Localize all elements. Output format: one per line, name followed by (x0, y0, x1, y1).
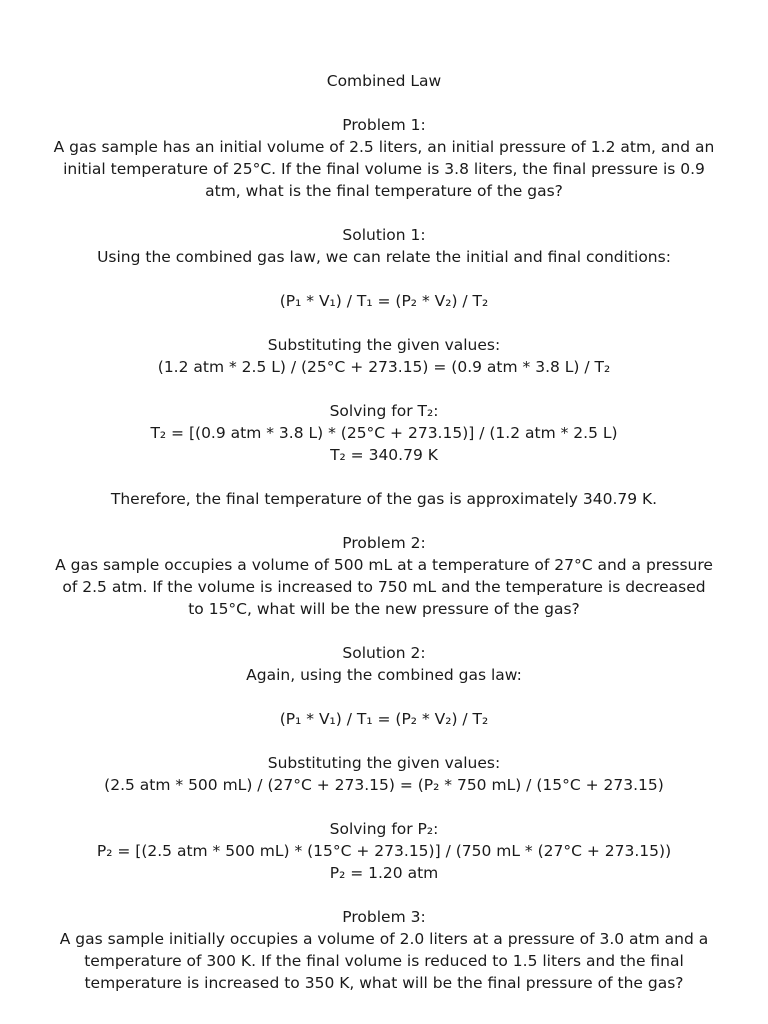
document-title: Combined Law (326, 72, 442, 90)
spacer (0, 312, 768, 334)
spacer (0, 92, 768, 114)
problem-2-text-line: of 2.5 atm. If the volume is increased to 750 mL and the temperature is decreased (62, 578, 706, 596)
problem-1-text-line: A gas sample has an initial volume of 2.5 liters, an initial pressure of 1.2 atm, and an (53, 138, 715, 156)
problem-3-text-line: temperature is increased to 350 K, what will be the final pressure of the gas? (84, 974, 684, 992)
solution-2-heading: Solution 2: (342, 644, 426, 662)
solution-1-result: T₂ = 340.79 K (330, 446, 438, 464)
problem-2-text-line: to 15°C, what will be the new pressure of the gas? (188, 600, 580, 618)
solution-1-intro: Using the combined gas law, we can relate the initial and final conditions: (97, 248, 671, 266)
solution-2-substitution: (2.5 atm * 500 mL) / (27°C + 273.15) = (P₂ * 750 mL) / (15°C + 273.15) (104, 776, 664, 794)
problem-3-text-line: temperature of 300 K. If the final volume is reduced to 1.5 liters and the final (84, 952, 684, 970)
spacer (0, 730, 768, 752)
solution-2-formula: (P₁ * V₁) / T₁ = (P₂ * V₂) / T₂ (279, 710, 489, 728)
solution-1-formula: (P₁ * V₁) / T₁ = (P₂ * V₂) / T₂ (279, 292, 489, 310)
solution-2-substituting-heading: Substituting the given values: (267, 754, 501, 772)
solution-1-heading: Solution 1: (342, 226, 426, 244)
solution-2-solving-heading: Solving for P₂: (329, 820, 439, 838)
problem-1-heading: Problem 1: (342, 116, 426, 134)
spacer (0, 884, 768, 906)
solution-2-result: P₂ = 1.20 atm (329, 864, 439, 882)
solution-2-intro: Again, using the combined gas law: (246, 666, 522, 684)
spacer (0, 466, 768, 488)
problem-2-text-line: A gas sample occupies a volume of 500 mL at a temperature of 27°C and a pressure (55, 556, 713, 574)
spacer (0, 620, 768, 642)
spacer (0, 202, 768, 224)
problem-1-text-line: atm, what is the final temperature of the gas? (205, 182, 563, 200)
problem-1-text-line: initial temperature of 25°C. If the final volume is 3.8 liters, the final pressure is 0.9 (63, 160, 705, 178)
solution-1-substitution: (1.2 atm * 2.5 L) / (25°C + 273.15) = (0.9 atm * 3.8 L) / T₂ (157, 358, 611, 376)
spacer (0, 686, 768, 708)
spacer (0, 510, 768, 532)
spacer (0, 378, 768, 400)
solution-1-conclusion: Therefore, the final temperature of the gas is approximately 340.79 K. (110, 490, 658, 508)
spacer (0, 796, 768, 818)
spacer (0, 268, 768, 290)
solution-2-solving-step: P₂ = [(2.5 atm * 500 mL) * (15°C + 273.15)] / (750 mL * (27°C + 273.15)) (96, 842, 672, 860)
document-page (0, 70, 768, 994)
problem-3-text-line: A gas sample initially occupies a volume of 2.0 liters at a pressure of 3.0 atm and a (59, 930, 709, 948)
problem-3-heading: Problem 3: (342, 908, 426, 926)
problem-2-heading: Problem 2: (342, 534, 426, 552)
solution-1-substituting-heading: Substituting the given values: (267, 336, 501, 354)
solution-1-solving-heading: Solving for T₂: (329, 402, 439, 420)
solution-1-solving-step: T₂ = [(0.9 atm * 3.8 L) * (25°C + 273.15)] / (1.2 atm * 2.5 L) (150, 424, 618, 442)
